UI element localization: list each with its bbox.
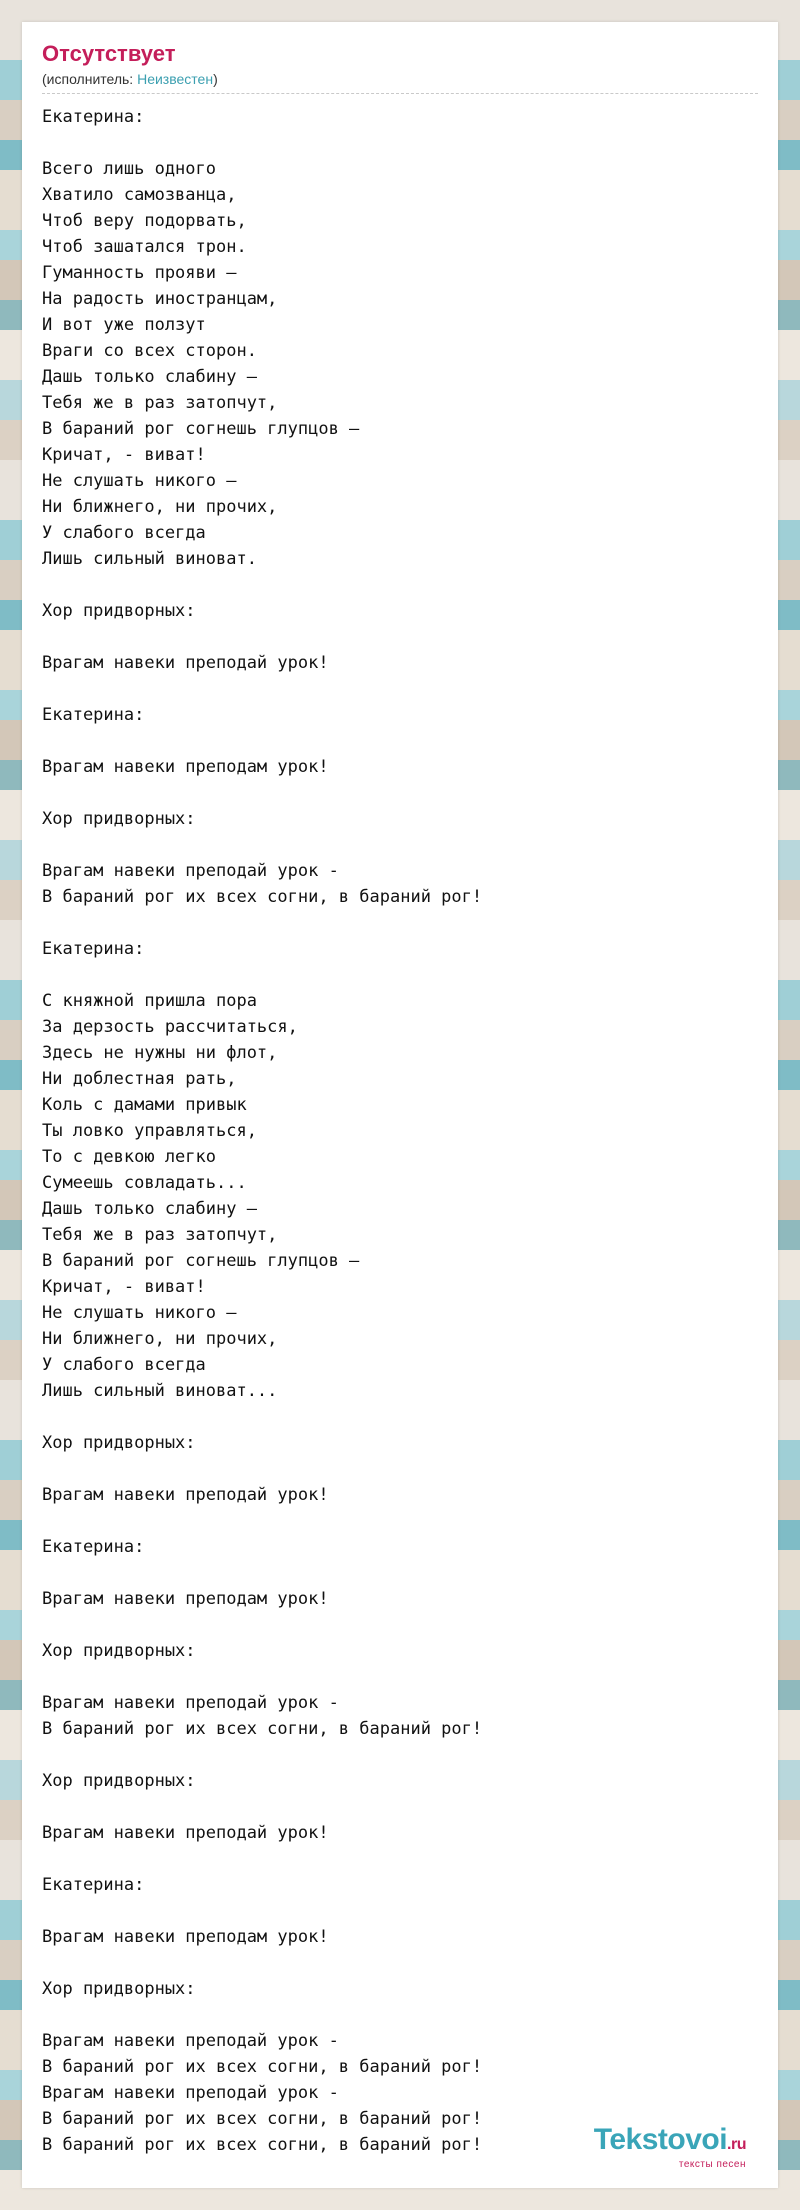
logo-brand: Tekstovoi [593, 2123, 728, 2156]
site-logo[interactable] [594, 2125, 746, 2170]
logo-name [594, 2125, 746, 2160]
artist-line [42, 70, 758, 88]
lyrics-page [22, 22, 778, 2188]
artist-prefix: (исполнитель: [42, 71, 138, 87]
logo-tagline: тексты песен [678, 2159, 746, 2170]
header-divider [42, 93, 758, 94]
song-header [42, 40, 758, 88]
lyrics-text: Екатерина: Всего лишь одного Хватило самозванца, Чтоб веру подорвать, Чтоб зашатался трон. Гуманность прояви – На радость иностранцам, И вот уже ползут Враги со всех сторон. Дашь только слабину – Тебя же в раз затопчут, В бараний рог согнешь глупцов – Кричат, - виват! Не слушать никого – Ни ближнего, ни прочих, У слабого всегда Лишь сильный виноват. Хор придворных: Врагам навеки преподай урок! Екатерина: Врагам навеки преподам урок! Хор придворных: Врагам навеки преподай урок - В бараний рог их всех согни, в бараний рог! Екатерина: С княжной пришла пора За дерзость рассчитаться, Здесь не нужны ни флот, Ни доблестная рать, Коль с дамами привык Ты ловко управляться, То с девкою легко Сумеешь совладать... Дашь только слабину – Тебя же в раз затопчут, В бараний рог согнешь глупцов – Кричат, - виват! Не слушать никого – Ни ближнего, ни прочих, У слабого всегда Лишь сильный виноват... Хор придворных: Врагам навеки преподай урок! Екатерина: Врагам навеки преподам урок! Хор придворных: Врагам навеки преподай урок - В бараний рог их всех согни, в бараний рог! Хор придворных: Врагам навеки преподай урок! Екатерина: Врагам навеки преподам урок! Хор придворных: Врагам навеки преподай урок - В бараний рог их всех согни, в бараний рог! Врагам навеки преподай урок - В бараний рог их всех согни, в бараний рог! В бараний рог их всех согни, в бараний рог! [42, 107, 483, 2155]
artist-suffix: ) [213, 71, 218, 87]
artist-link[interactable]: Неизвестен [137, 71, 214, 87]
song-title: Отсутствует [42, 41, 176, 66]
logo-tld: .ru [727, 2136, 746, 2153]
